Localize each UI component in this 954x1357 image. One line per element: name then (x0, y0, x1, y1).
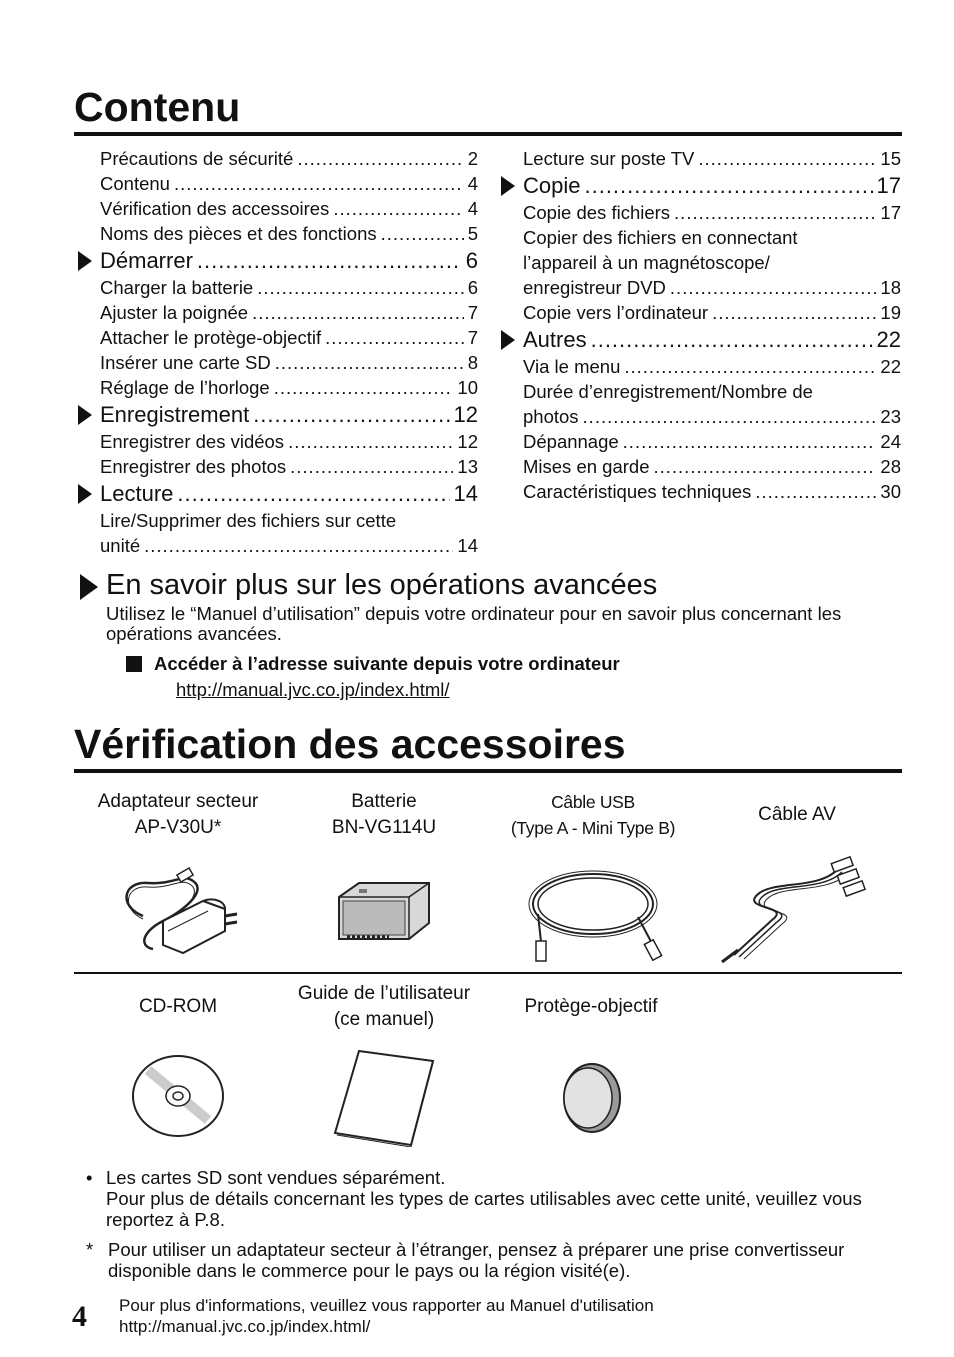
toc-entry (523, 300, 901, 325)
toc-dot-leader (653, 454, 876, 479)
toc-section-entry (100, 246, 478, 275)
contents-heading: Contenu (74, 87, 902, 136)
toc-entry-title: Enregistrement (100, 402, 250, 427)
toc-dot-leader (674, 200, 876, 225)
toc-section-entry (523, 325, 901, 354)
triangle-bullet-icon (80, 574, 98, 600)
note-text: Les cartes SD sont vendues séparément. (106, 1167, 446, 1188)
toc-page-number: 28 (876, 454, 901, 479)
toc-dot-leader (177, 479, 449, 508)
cd-rom-icon (128, 1050, 228, 1140)
toc-page-number: 4 (464, 171, 478, 196)
footer-url[interactable]: http://manual.jvc.co.jp/index.html/ (119, 1317, 371, 1336)
toc-entry-title: Démarrer (100, 248, 193, 273)
toc-dot-leader (802, 225, 897, 250)
toc-entry-title: l’appareil à un magnétoscope/ (523, 252, 770, 273)
toc-entry-title: Contenu (100, 173, 170, 194)
toc-dot-leader (297, 146, 463, 171)
advanced-section-title: En savoir plus sur les opérations avancées (106, 569, 658, 601)
toc-section-entry (100, 479, 478, 508)
accessory-name: Adaptateur secteur (97, 791, 259, 812)
toc-entry (100, 300, 478, 325)
toc-entry-title: Ajuster la poignée (100, 302, 249, 323)
toc-dot-leader (197, 246, 462, 275)
toc-entry (100, 533, 478, 558)
toc-page-number: 8 (464, 350, 478, 375)
toc-page-number: 18 (876, 275, 901, 300)
battery-icon (329, 877, 439, 947)
toc-section-entry (523, 171, 901, 200)
accessory-user-guide (279, 981, 489, 1033)
triangle-bullet-icon (78, 405, 92, 425)
toc-page-number: 15 (876, 146, 901, 171)
toc-entry-title: Lecture sur poste TV (523, 148, 695, 169)
toc-entry-title: Lecture (100, 481, 174, 506)
accessories-heading: Vérification des accessoires (74, 724, 902, 773)
toc-entry-title: Précautions de sécurité (100, 148, 294, 169)
toc-entry-title: Copie vers l’ordinateur (523, 302, 709, 323)
toc-entry-title: enregistreur DVD (523, 277, 666, 298)
accessory-model: BN-VG114U (331, 817, 437, 838)
toc-page-number: 17 (876, 200, 901, 225)
toc-entry (100, 146, 478, 171)
toc-entry-title: Caractéristiques techniques (523, 481, 752, 502)
toc-page-number: 30 (876, 479, 901, 504)
toc-page-number: 7 (464, 325, 478, 350)
toc-page-number: 12 (453, 429, 478, 454)
toc-entry (100, 325, 478, 350)
toc-page-number (897, 250, 901, 275)
toc-dot-leader (817, 379, 897, 404)
toc-page-number: 23 (876, 404, 901, 429)
toc-page-number (474, 508, 478, 533)
toc-page-number: 5 (464, 221, 478, 246)
toc-page-number (897, 225, 901, 250)
toc-entry-title: Autres (523, 327, 587, 352)
toc-entry (523, 354, 901, 379)
toc-page-number: 10 (453, 375, 478, 400)
manual-url-link[interactable]: http://manual.jvc.co.jp/index.html/ (176, 679, 450, 700)
toc-dot-leader (252, 300, 464, 325)
toc-entry-title: Enregistrer des vidéos (100, 431, 285, 452)
toc-entry (523, 275, 901, 300)
toc-dot-leader (275, 350, 464, 375)
usb-cable-icon (518, 859, 668, 969)
toc-entry-title: Noms des pièces et des fonctions (100, 223, 377, 244)
toc-dot-leader (274, 375, 454, 400)
toc-entry (523, 250, 901, 275)
asterisk-marker: * (86, 1239, 94, 1260)
toc-entry-title: Vérification des accessoires (100, 198, 330, 219)
toc-dot-leader (591, 325, 873, 354)
toc-entry (100, 454, 478, 479)
toc-page-number: 17 (876, 173, 901, 198)
toc-entry-title: Copie des fichiers (523, 202, 671, 223)
toc-page-number: 24 (876, 429, 901, 454)
toc-dot-leader (325, 325, 464, 350)
toc-page-number: 12 (453, 402, 478, 427)
toc-entry (100, 196, 478, 221)
toc-entry (523, 200, 901, 225)
toc-dot-leader (584, 171, 872, 200)
toc-dot-leader (583, 404, 877, 429)
toc-entry (100, 275, 478, 300)
toc-dot-leader (144, 533, 453, 558)
toc-entry (523, 146, 901, 171)
accessory-model: (ce manuel) (333, 1009, 435, 1030)
toc-entry-title: Réglage de l’horloge (100, 377, 270, 398)
toc-dot-leader (257, 275, 463, 300)
toc-page-number: 6 (465, 248, 478, 273)
toc-entry (523, 454, 901, 479)
toc-dot-leader (400, 508, 474, 533)
note-text: Pour plus de détails concernant les types de cartes utilisables avec cette unité, veuillez vous reportez à P.8. (106, 1188, 862, 1230)
accessory-name: Câble USB (551, 792, 635, 812)
toc-entry-title: Copie (523, 173, 581, 198)
toc-page-number: 14 (453, 481, 478, 506)
lens-cap-icon (556, 1058, 626, 1138)
accessory-battery (279, 789, 489, 841)
toc-entry-title: Copier des fichiers en connectant (523, 227, 798, 248)
toc-entry (523, 225, 901, 250)
toc-page-number: 6 (464, 275, 478, 300)
toc-left-column (100, 146, 478, 558)
toc-entry (100, 171, 478, 196)
toc-entry (100, 429, 478, 454)
toc-entry-title: Attacher le protège-objectif (100, 327, 322, 348)
accessory-name: Protège-objectif (524, 996, 658, 1017)
toc-dot-leader (774, 250, 897, 275)
toc-entry-title: Via le menu (523, 356, 621, 377)
toc-entry-title: Insérer une carte SD (100, 352, 271, 373)
toc-page-number: 14 (453, 533, 478, 558)
footer-line: Pour plus d'informations, veuillez vous rapporter au Manuel d'utilisation (119, 1296, 654, 1315)
toc-page-number: 22 (876, 327, 901, 352)
toc-page-number: 4 (464, 196, 478, 221)
accessory-name: Câble AV (758, 804, 836, 825)
triangle-bullet-icon (501, 330, 515, 350)
toc-dot-leader (755, 479, 876, 504)
toc-entry (100, 375, 478, 400)
toc-entry-title: Lire/Supprimer des fichiers sur cette (100, 510, 397, 531)
toc-entry-title: photos (523, 406, 579, 427)
toc-dot-leader (381, 221, 464, 246)
toc-dot-leader (253, 400, 449, 429)
toc-entry-title: Mises en garde (523, 456, 650, 477)
accessory-usb-cable (488, 789, 698, 841)
triangle-bullet-icon (501, 176, 515, 196)
triangle-bullet-icon (78, 251, 92, 271)
page-number: 4 (72, 1300, 87, 1333)
accessory-lens-cap (486, 994, 696, 1020)
toc-dot-leader (624, 354, 876, 379)
accessory-ac-adapter (73, 789, 283, 841)
toc-entry-title: Enregistrer des photos (100, 456, 287, 477)
triangle-bullet-icon (78, 484, 92, 504)
toc-dot-leader (290, 454, 453, 479)
toc-page-number: 13 (453, 454, 478, 479)
accessory-cd-rom (73, 994, 283, 1020)
bullet-icon: • (86, 1167, 93, 1188)
toc-dot-leader (698, 146, 876, 171)
accessories-divider (74, 972, 902, 974)
toc-right-column (523, 146, 901, 504)
toc-entry-title: Charger la batterie (100, 277, 254, 298)
note-text: Pour utiliser un adaptateur secteur à l’étranger, pensez à préparer une prise convertisseur disponible dans le commerce pour le pays ou la région visité(e). (108, 1239, 845, 1281)
av-cable-icon (712, 850, 882, 965)
toc-entry (100, 221, 478, 246)
toc-entry (523, 429, 901, 454)
accessory-model: AP-V30U* (134, 817, 222, 838)
toc-dot-leader (174, 171, 464, 196)
toc-entry-title: Durée d’enregistrement/Nombre de (523, 381, 813, 402)
ac-adapter-icon (113, 861, 243, 961)
toc-page-number (897, 379, 901, 404)
toc-entry (523, 404, 901, 429)
toc-page-number: 22 (876, 354, 901, 379)
toc-dot-leader (670, 275, 877, 300)
toc-dot-leader (333, 196, 463, 221)
accessory-name: CD-ROM (138, 996, 218, 1017)
accessory-av-cable (692, 802, 902, 828)
accessory-name: Batterie (351, 791, 417, 812)
toc-section-entry (100, 400, 478, 429)
toc-entry-title: unité (100, 535, 141, 556)
toc-dot-leader (288, 429, 453, 454)
toc-page-number: 2 (464, 146, 478, 171)
toc-entry (523, 379, 901, 404)
toc-dot-leader (712, 300, 876, 325)
toc-page-number: 7 (464, 300, 478, 325)
toc-entry (100, 508, 478, 533)
toc-entry (523, 479, 901, 504)
toc-dot-leader (623, 429, 877, 454)
manual-booklet-icon (329, 1047, 439, 1147)
advanced-section-body: Utilisez le “Manuel d’utilisation” depuis votre ordinateur pour en savoir plus concernant les opérations avancées. (106, 603, 842, 644)
toc-page-number: 19 (876, 300, 901, 325)
toc-entry (100, 350, 478, 375)
footer-note (119, 1295, 654, 1337)
square-bullet-icon (126, 656, 142, 672)
accessory-model: (Type A - Mini Type B) (510, 818, 676, 838)
accessory-name: Guide de l’utilisateur (297, 983, 471, 1004)
toc-entry-title: Dépannage (523, 431, 619, 452)
advanced-section-subheading: Accéder à l’adresse suivante depuis votre ordinateur (154, 653, 620, 674)
